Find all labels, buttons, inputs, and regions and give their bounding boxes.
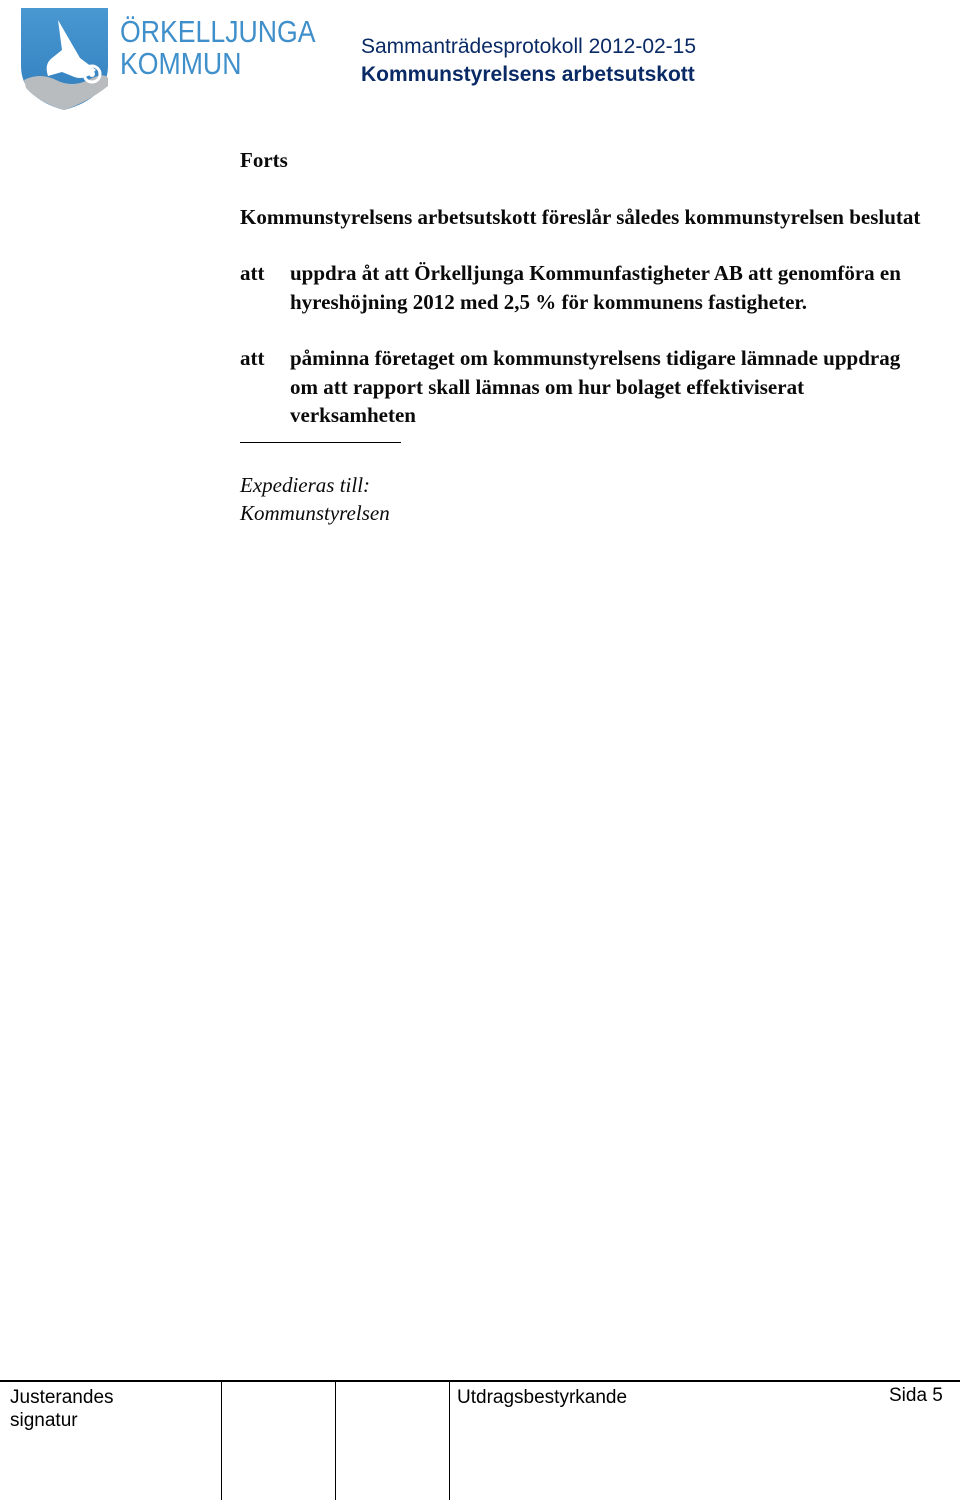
- coat-of-arms-icon: [18, 6, 118, 118]
- municipality-logo: [18, 6, 318, 118]
- separator-line: [240, 442, 401, 443]
- decision-item-text: påminna företaget om kommunstyrelsens tidigare lämnade uppdrag om att rapport skall lämnas om hur bolaget effektiviserat verksamheten: [290, 346, 901, 427]
- signature-box-divider: [449, 1382, 450, 1500]
- justerandes-signatur-label: [10, 1386, 160, 1432]
- decision-item-label: att: [240, 261, 265, 285]
- document-header: [361, 34, 696, 90]
- protocol-title: Sammanträdesprotokoll 2012-02-15: [361, 35, 697, 58]
- document-body: [240, 146, 940, 528]
- decision-item-label: att: [240, 346, 265, 370]
- decision-item: [240, 259, 940, 316]
- distribution-recipient: Kommunstyrelsen: [240, 501, 390, 525]
- decision-item: [240, 344, 940, 430]
- continued-label: Forts: [240, 148, 288, 172]
- proposal-intro: Kommunstyrelsens arbetsutskott föreslår således kommunstyrelsen beslutat: [240, 204, 921, 229]
- signature-box-divider: [335, 1382, 336, 1500]
- signature-footer: [0, 1380, 960, 1500]
- page-number: Sida 5: [889, 1385, 943, 1406]
- decision-item-text: uppdra åt att Örkelljunga Kommunfastigheter AB att genomföra en hyreshöjning 2012 med 2,5 % för kommunens fastigheter.: [290, 261, 901, 314]
- utdragsbestyrkande-label: Utdragsbestyrkande: [457, 1387, 628, 1408]
- logo-text-line2: KOMMUN: [120, 46, 242, 81]
- committee-name: Kommunstyrelsens arbetsutskott: [361, 63, 695, 86]
- logo-text-line1: ÖRKELLJUNGA: [120, 14, 316, 49]
- distribution-label: Expedieras till:: [240, 472, 371, 497]
- signature-box-divider: [221, 1382, 222, 1500]
- footer-label-line1: Justerandes: [10, 1387, 114, 1408]
- footer-label-line2: signatur: [10, 1410, 78, 1431]
